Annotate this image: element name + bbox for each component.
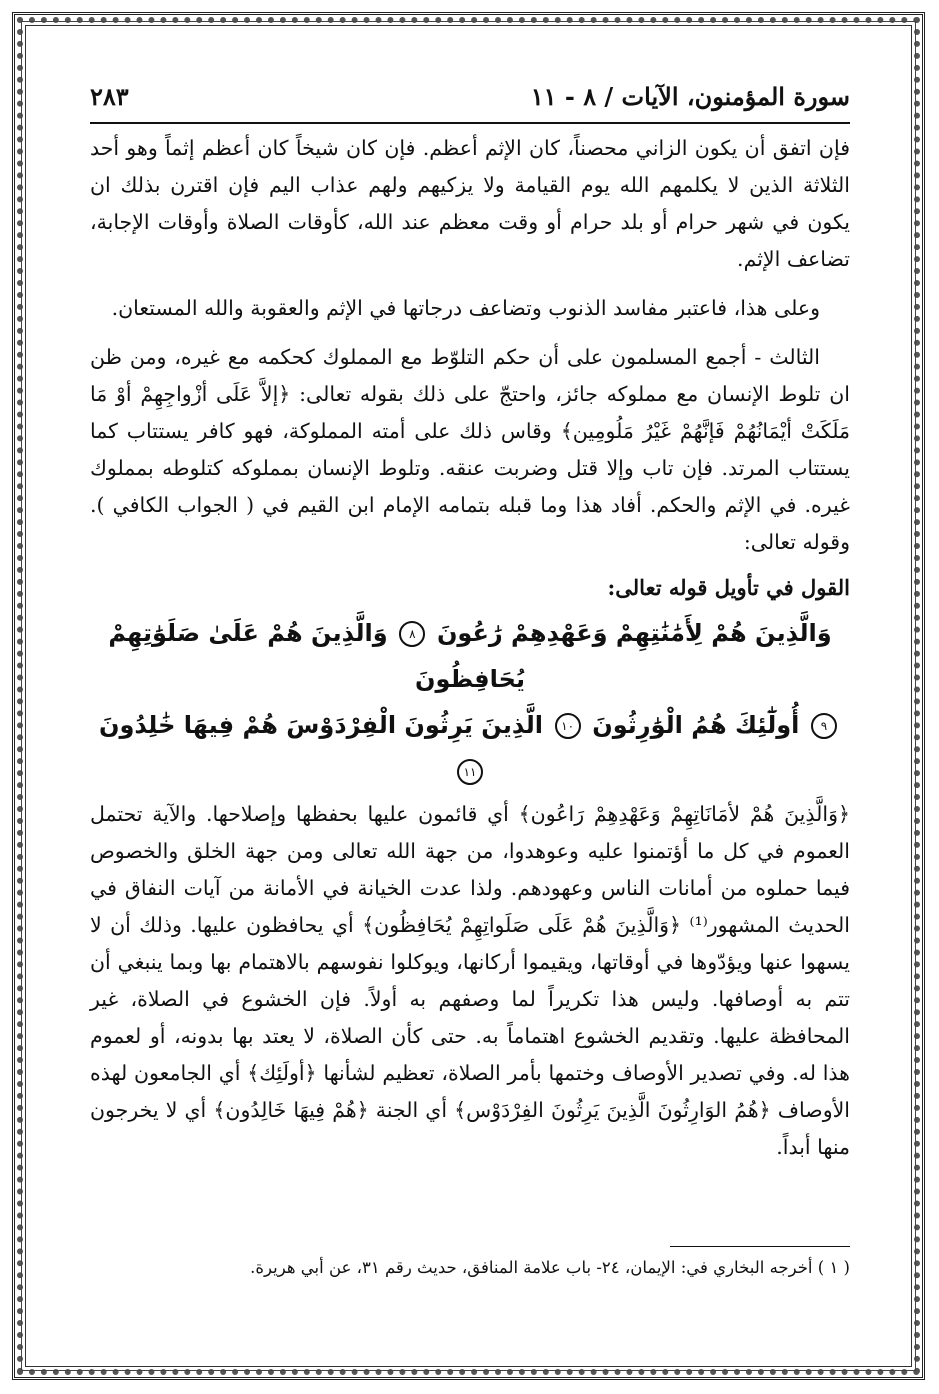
verse-11: الَّذِينَ يَرِثُونَ الْفِرْدَوْسَ هُمْ فِيهَا خَٰلِدُونَ <box>99 711 543 739</box>
quran-line-2 <box>90 702 850 794</box>
verse-10: أُولَٰٓئِكَ هُمُ الْوَٰرِثُونَ <box>592 711 800 739</box>
ayah-marker-10: ١٠ <box>555 713 581 739</box>
ayah-marker-8: ٨ <box>399 621 425 647</box>
verse-8: وَالَّذِينَ هُمْ لِأَمَٰنَٰتِهِمْ وَعَهْدِهِمْ رَٰعُونَ <box>436 619 832 647</box>
paragraph-2: وعلى هذا، فاعتبر مفاسد الذنوب وتضاعف درجاتها في الإثم والعقوبة والله المستعان. <box>111 296 820 320</box>
ayah-marker-11: ١١ <box>457 759 483 785</box>
verse-9: وَالَّذِينَ هُمْ عَلَىٰ صَلَوَٰتِهِمْ يُحَافِظُونَ <box>108 619 525 693</box>
quran-verses <box>90 610 850 794</box>
page-content <box>90 78 850 1348</box>
running-header <box>90 78 850 124</box>
section-heading: القول في تأويل قوله تعالى: <box>607 575 850 600</box>
header-title: سورة المؤمنون، الآيات / ٨ - ١١ <box>530 82 850 111</box>
quran-line-1 <box>90 610 850 702</box>
page-number: ٢٨٣ <box>90 82 129 111</box>
paragraph-1: فإن اتفق أن يكون الزاني محصناً، كان الإثم أعظم. فإن كان شيخاً كان أعظم إثماً وهو أحد الثلاثة الذين لا يكلمهم الله يوم القيامة ولا يزكيهم ولهم عذاب اليم فإن اقترن بذلك ان يكون في شهر حرام أو بلد حرام أو وقت معظم عند الله، كأوقات الصلاة وأوقات الإجابة، تضاعف الإثم. <box>90 136 850 271</box>
footnote-separator <box>670 1246 850 1247</box>
ayah-marker-9: ٩ <box>811 713 837 739</box>
commentary-paragraph: ﴿وَالَّذِينَ هُمْ لأمَانَاتِهِمْ وَعَهْدِهِمْ رَاعُون﴾ أي قائمون عليها بحفظها وإصلاحها. والآية تحتمل العموم في كل ما أؤتمنوا عليه وعوهدوا، من جهة الله تعالى ومن جهة الخلق والخصوص فيما حملوه من أمانات الناس وعهودهم. ولذا عدت الخيانة في الأمانة من آيات النفاق في الحديث المشهور⁽¹⁾ ﴿وَالَّذِينَ هُمْ عَلَى صَلَواتِهِمْ يُحَافِظُون﴾ أي يحافظون عليها. وذلك أن لا يسهوا عنها ويؤدّوها في أوقاتها، ويقيموا أركانها، ويوكلوا نفوسهم بالاهتمام بها وبما ينبغي أن تتم به أوصافها. وليس هذا تكريراً لما وصفهم به أولاً. فإن الخشوع في الصلاة، غير المحافظة عليها. وتقديم الخشوع اهتماماً به. حتى كأن الصلاة، لا يعتد بها بدونه، أو لعموم هذا له. وفي تصدير الأوصاف وختمها بأمر الصلاة، تعظيم لشأنها ﴿أولَئِك﴾ أي الجامعون لهذه الأوصاف ﴿هُمُ الوَارِثُونَ الَّذِينَ يَرِثُونَ الفِرْدَوْس﴾ أي الجنة ﴿هُمْ فِيهَا خَالِدُون﴾ أي لا يخرجون منها أبداً. <box>90 802 851 1159</box>
footnote: ( ١ ) أخرجه البخاري في: الإيمان، ٢٤- باب علامة المنافق، حديث رقم ٣١، عن أبي هريرة. <box>250 1258 850 1277</box>
paragraph-3: الثالث - أجمع المسلمون على أن حكم التلوّط مع المملوك كحكمه مع غيره، ومن ظن ان تلوط الإنسان مع مملوكه جائز، واحتجّ على ذلك بقوله تعالى: ﴿إلاَّ عَلَى أزْواجِهِمْ أوْ مَا مَلَكَتْ أيْمَانُهُمْ فَإنَّهُمْ غَيْرُ مَلُومِين﴾ وقاس ذلك على أمته المملوكة، فهو كافر يستتاب كما يستتاب المرتد. فإن تاب وإلا قتل وضربت عنقه. وتلوط الإنسان بمملوكه كتلوطه بمملوك غيره. في الإثم والحكم. أفاد هذا وما قبله بتمامه الإمام ابن القيم في ( الجواب الكافي ). وقوله تعالى: <box>90 345 850 554</box>
